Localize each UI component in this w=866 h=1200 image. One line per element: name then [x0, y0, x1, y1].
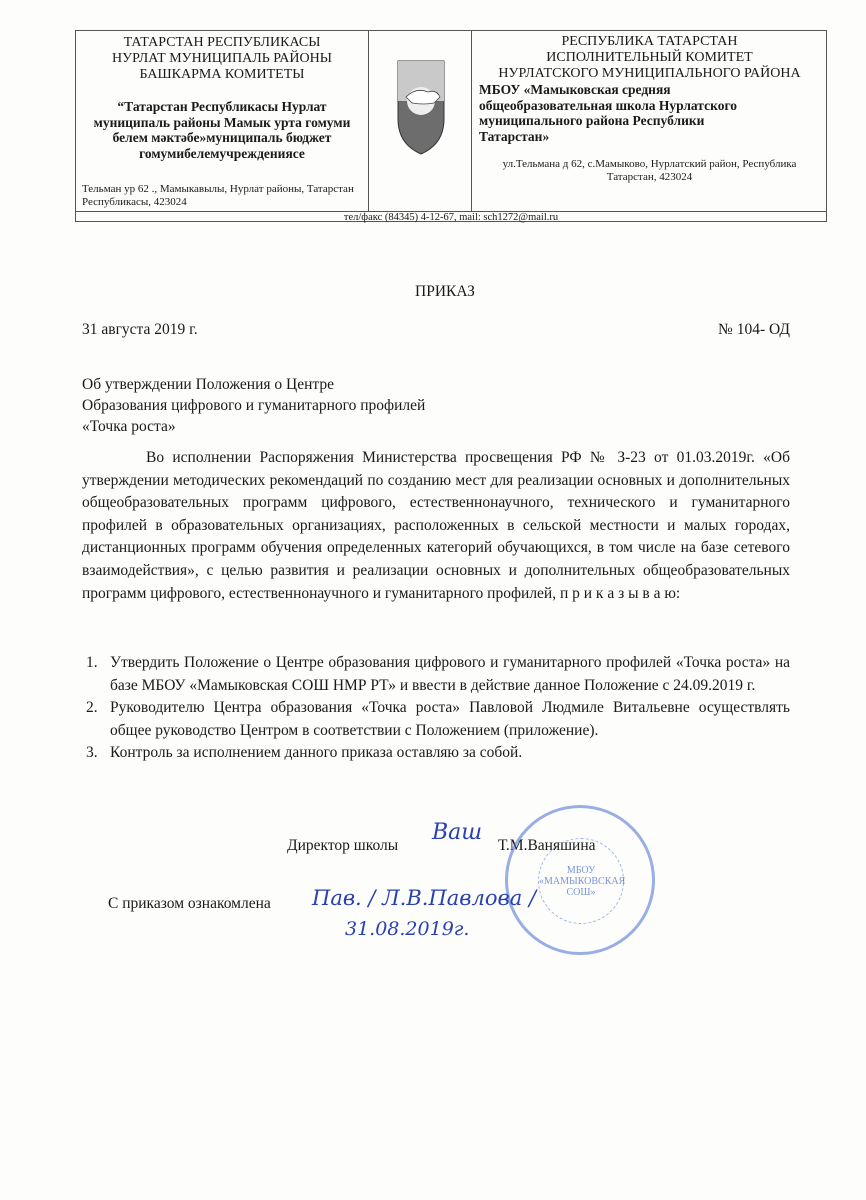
stamp-text: «МАМЫКОВСКАЯ [539, 875, 626, 887]
subject-line: Образования цифрового и гуманитарного профилей [82, 397, 426, 414]
doc-number: № 104- ОД [718, 321, 790, 338]
order-item [82, 697, 790, 742]
stamp-text: СОШ» [566, 886, 596, 898]
item-number: 3. [86, 744, 98, 762]
director-name: Т.М.Ваняшина [498, 837, 596, 854]
letterhead [75, 30, 827, 222]
right-line: ИСПОЛНИТЕЛЬНЫЙ КОМИТЕТ [546, 50, 753, 65]
stamp-text: МБОУ [566, 864, 596, 876]
doc-subject [82, 374, 425, 437]
subject-line: «Точка роста» [82, 418, 176, 435]
right-org: МБОУ «Мамыковская средняя общеобразовательная школа Нурлатского муниципального района Республики Татарстан» [479, 82, 737, 144]
right-address: ул.Тельмана д 62, с.Мамыково, Нурлатский район, Республика Татарстан, 423024 [502, 158, 797, 183]
right-line: РЕСПУБЛИКА ТАТАРСТАН [561, 34, 738, 49]
school-stamp [505, 805, 655, 955]
left-line: БАШКАРМА КОМИТЕТЫ [139, 67, 305, 82]
left-line: ТАТАРСТАН РЕСПУБЛИКАСЫ [123, 35, 321, 50]
subject-line: Об утверждении Положения о Центре [82, 376, 334, 393]
coat-of-arms-icon [396, 59, 446, 159]
item-number: 2. [86, 699, 98, 717]
ack-signature: Пав. / Л.В.Павлова / [312, 886, 537, 910]
director-signature: Ваш [432, 820, 483, 845]
left-line: НУРЛАТ МУНИЦИПАЛЬ РАЙОНЫ [112, 51, 332, 66]
item-text: Утвердить Положение о Центре образования цифрового и гуманитарного профилей «Точка роста» на базе МБОУ «Мамыковская СОШ НМР РТ» и ввести в действие данное Положение с 24.09.2019 г. [110, 654, 790, 694]
emblem-cell [368, 31, 472, 211]
doc-paragraph: Во исполнении Распоряжения Министерства просвещения РФ № З-23 от 01.03.2019г. «Об утверждении методических рекомендаций по созданию мест для реализации основных и дополнительных общеобразовательных программ цифрового, естественнонаучного, технического и гуманитарного профилей в образовательных организациях, расположенных в сельской местности и малых городах, дистанционных программ обучения определенных категорий обучающихся, в том числе на базе сетевого взаимодействия», с целью развития и реализации основных и дополнительных общеобразовательных программ цифрового, естественнонаучного и гуманитарного профилей, п р и к а з ы в а ю: [82, 449, 790, 602]
doc-title: ПРИКАЗ [415, 283, 475, 300]
order-list [82, 652, 790, 765]
contact-line: тел/факс (84345) 4-12-67, mail: sch1272@mail.ru [76, 211, 826, 223]
item-number: 1. [86, 654, 98, 671]
item-text: Руководителю Центра образования «Точка роста» Павловой Людмиле Витальевне осуществлять общее руководство Центром в соответствии с Положением (приложение). [110, 699, 790, 739]
ack-date: 31.08.2019г. [345, 918, 470, 940]
doc-date: 31 августа 2019 г. [82, 321, 198, 338]
stamp-center [538, 838, 624, 924]
left-org: “Татарстан Республикасы Нурлат муниципаль районы Мамык урта гомуми белем мәктәбе»муниципаль бюджет гомумибелемучреждениясе [93, 99, 351, 161]
order-item [82, 652, 790, 697]
item-text: Контроль за исполнением данного приказа оставляю за собой. [110, 744, 523, 762]
ack-label: С приказом ознакомлена [108, 895, 271, 912]
letterhead-left [76, 31, 369, 211]
left-address: Тельман ур 62 ., Мамыкавылы, Нурлат районы, Татарстан Республикасы, 423024 [82, 183, 354, 208]
letterhead-right [471, 31, 828, 211]
director-label: Директор школы [287, 837, 399, 854]
right-line: НУРЛАТСКОГО МУНИЦИПАЛЬНОГО РАЙОНА [498, 66, 801, 81]
order-item [82, 742, 790, 765]
